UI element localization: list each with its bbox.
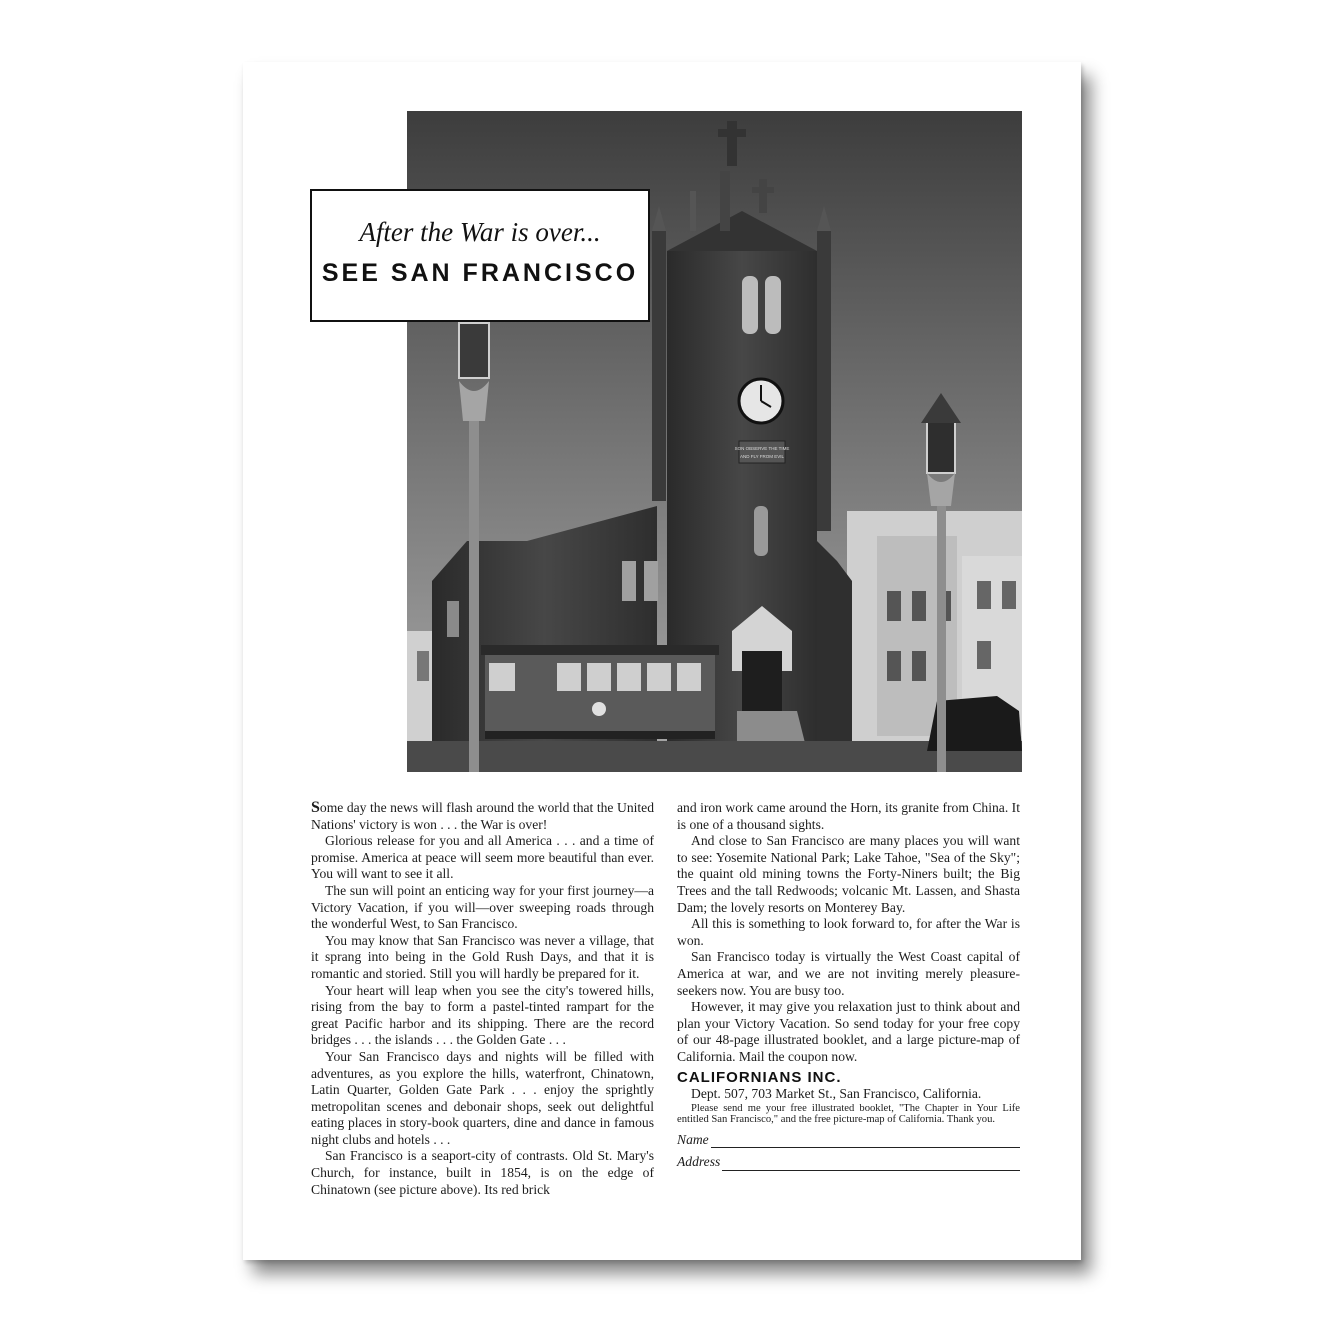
- name-field[interactable]: [711, 1135, 1020, 1148]
- tower-sign-line1: SON OBSERVE THE TIME: [734, 446, 790, 451]
- headline-title: SEE SAN FRANCISCO: [321, 259, 639, 287]
- headline-box: [310, 189, 650, 322]
- company-name: CALIFORNIANS INC.: [677, 1068, 842, 1086]
- body-paragraph: And close to San Francisco are many places you will want to see: Yosemite National Park; Lake Tahoe, "Sea of the Sky"; the quaint old mining towns the Forty-Niners built; the Big Trees and the tall Redwoods; volcanic Mt. Lassen, and Shasta Dam; the lovely resorts on Monterey Bay.: [677, 833, 1020, 915]
- tower-sign-line2: AND FLY FROM EVIL: [739, 454, 785, 459]
- body-paragraph: San Francisco is a seaport-city of contrasts. Old St. Mary's Church, for instance, built in 1854, is on the edge of Chinatown (see picture above). Its red brick: [311, 1148, 654, 1197]
- coupon-address-row: [677, 1154, 1020, 1171]
- coupon-note: Please send me your free illustrated booklet, "The Chapter in Your Life entitled San Francisco," and the free picture-map of California. Thank you.: [677, 1102, 1020, 1126]
- drop-cap: S: [311, 799, 320, 816]
- body-paragraph: Your heart will leap when you see the city's towered hills, rising from the bay to form a pastel-tinted rampart for the great Pacific harbor and its shipping. There are the record bridges . . . the islands . . . the Golden Gate . . .: [311, 982, 654, 1048]
- address-label: Address: [677, 1154, 721, 1170]
- body-paragraph: However, it may give you relaxation just to think about and plan your Victory Vacation. So send today for your free copy of our 48-page illustrated booklet, and a large picture-map of California. Mail the coupon now.: [677, 999, 1020, 1064]
- body-paragraph-continuation: and iron work came around the Horn, its granite from China. It is one of a thousand sights.: [677, 800, 1020, 832]
- company-address: Dept. 507, 703 Market St., San Francisco, California.: [691, 1086, 982, 1102]
- body-paragraph: The sun will point an enticing way for your first journey—a Victory Vacation, if you will—over sweeping roads through the wonderful West, to San Francisco.: [311, 882, 654, 932]
- body-paragraph: Some day the news will flash around the world that the United Nations' victory is won . . . the War is over!: [311, 799, 654, 832]
- body-paragraph: All this is something to look forward to, for after the War is won.: [677, 916, 1020, 948]
- headline-tagline: After the War is over...: [359, 217, 601, 247]
- coupon-name-row: [677, 1132, 1020, 1149]
- cable-car: [481, 645, 719, 739]
- magazine-page: [243, 62, 1081, 1260]
- body-paragraph: You may know that San Francisco was never a village, that it sprang into being in the Gold Rush Days, and that it is romantic and storied. Still you will hardly be prepared for it.: [311, 932, 654, 981]
- body-paragraph: San Francisco today is virtually the West Coast capital of America at war, and we are not inviting merely pleasure-seekers now. You are busy too.: [677, 949, 1020, 998]
- tower-sign: [739, 441, 785, 463]
- address-field[interactable]: [722, 1158, 1020, 1171]
- body-paragraph: Glorious release for you and all America . . . and a time of promise. America at peace will seem more beautiful than ever. You will want to see it all.: [311, 833, 654, 882]
- body-column-left: [311, 800, 654, 1198]
- name-label: Name: [677, 1131, 709, 1147]
- body-paragraph: Your San Francisco days and nights will be filled with adventures, as you explore the hills, waterfront, Chinatown, Latin Quarter, Golden Gate Park . . . enjoy the sprightly metropolitan scenes and debonair shops, seek out delightful eating places in story-book quarters, dine and dance in famous night clubs and hotels . . .: [311, 1048, 654, 1147]
- body-column-right: [677, 800, 1020, 1171]
